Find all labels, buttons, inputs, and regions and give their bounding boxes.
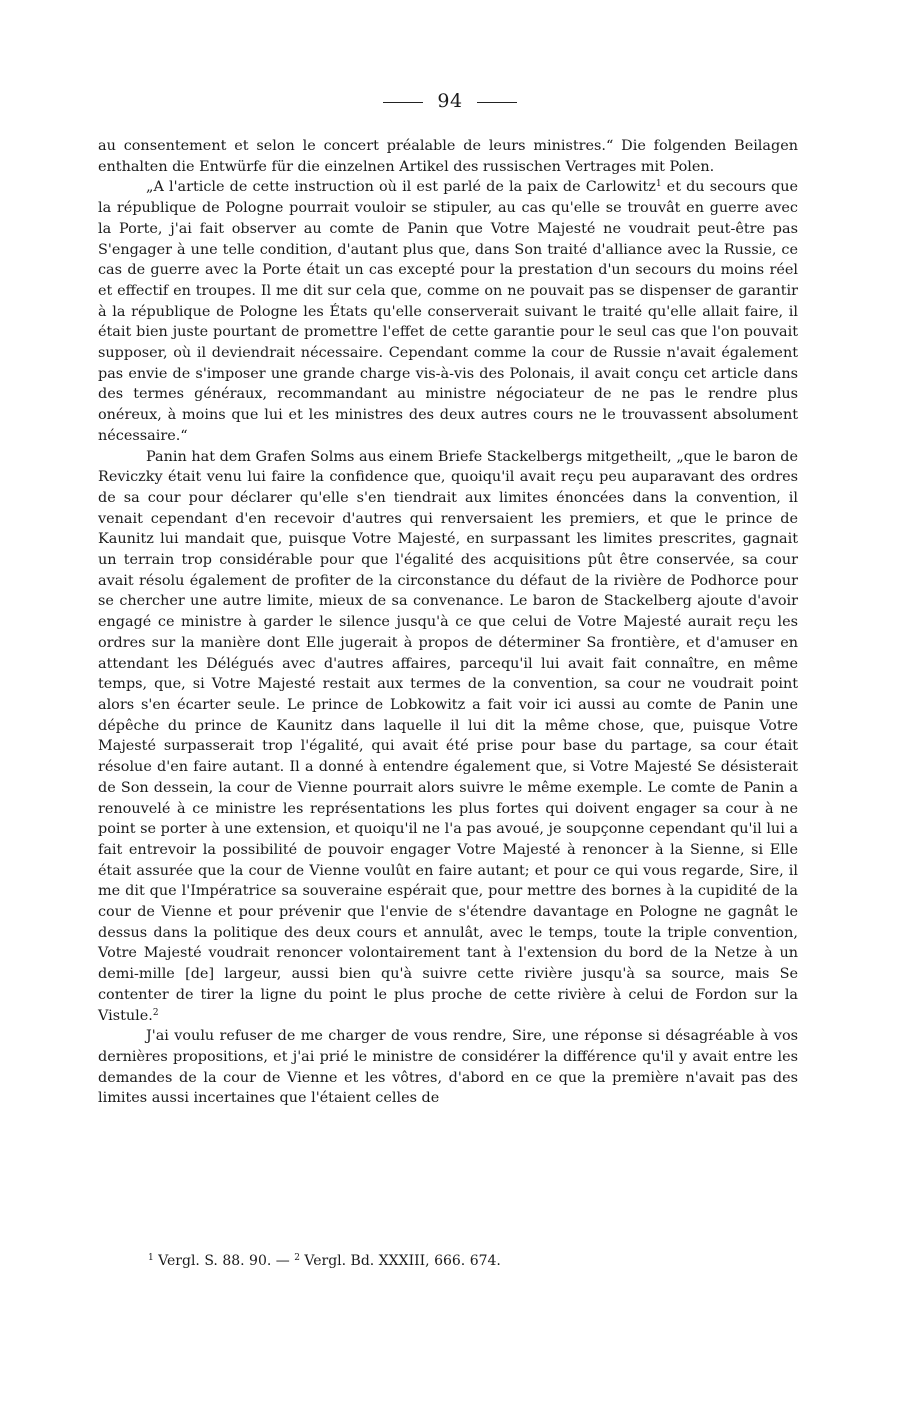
paragraph-2-part-1: „A l'article de cette instruction où il est parlé de la paix de Carlowitz: [146, 179, 656, 196]
paragraph-3: [98, 447, 798, 1027]
paragraph-4: J'ai voulu refuser de me charger de vous rendre, Sire, une réponse si désagréable à vos dernières propositions, et j'ai prié le ministre de considérer la différence qu'il y avait entre les demandes de la cour de Vienne et les vôtres, d'abord en ce que la première n'avait pas des limites aussi incertaines que l'étaient celles de: [98, 1028, 798, 1107]
footnote-text-2: Vergl. Bd. XXXIII, 666. 674.: [299, 1253, 501, 1269]
footnote-mark-1: 1: [148, 1253, 154, 1263]
footnote-mark-2: 2: [294, 1253, 300, 1263]
footnote-ref-2: 2: [152, 1007, 159, 1018]
paragraph-2: [98, 177, 798, 446]
body-text: [98, 136, 798, 1109]
page-number: 94: [437, 90, 463, 112]
paragraph-3-text: Panin hat dem Grafen Solms aus einem Briefe Stackelbergs mitgetheilt, „que le baron de Reviczky était venu lui faire la confidence que, quoiqu'il avait reçu peu auparavant des ordres de sa cour pour déclarer qu'elle s'en tiendrait aux limites énoncées dans la convention, il venait cependant d'en recevoir d'autres qui renversaient les premiers, et que le prince de Kaunitz lui mandait que, puisque Votre Majesté, en surpassant les limites prescrites, gagnait un terrain trop considérable pour que l'égalité des acquisitions pût être conservée, sa cour avait résolu également de profiter de la circonstance du défaut de la rivière de Podhorce pour se chercher une autre limite, mieux de sa convenance. Le baron de Stackelberg ajoute d'avoir engagé ce ministre à garder le silence jusqu'à ce que celui de Votre Majesté aurait reçu les ordres sur la manière dont Elle jugerait à propos de déterminer Sa frontière, et d'amuser en attendant les Délégués avec d'autres affaires, parcequ'il lui avait fait connaître, en même temps, que, si Votre Majesté restait aux termes de la convention, sa cour ne voudrait point alors s'en écarter seule. Le prince de Lobkowitz a fait voir ici aussi au comte de Panin une dépêche du prince de Kaunitz dans laquelle il lui dit la même chose, que, puisque Votre Majesté surpasserait trop l'égalité, qui avait été prise pour base du partage, sa cour était résolue d'en faire autant. Il a donné à entendre également que, si Votre Majesté Se désisterait de Son dessein, la cour de Vienne pourrait alors suivre le même exemple. Le comte de Panin a renouvelé à ce ministre les représentations les plus fortes qui doivent engager sa cour à ne point se porter à une extension, et quoiqu'il ne l'a pas avoué, je soupçonne cependant qu'il lui a fait entrevoir la possibilité de pouvoir engager Votre Majesté à renoncer à la Sienne, si Elle était assurée que la cour de Vienne voulût en faire autant; et pour ce qui vous regarde, Sire, il me dit que l'Impératrice sa souveraine espérait que, pour mettre des bornes à la cupidité de la cour de Vienne et pour prévenir que l'envie de s'étendre davantage en Pologne ne gagnât le dessus dans la politique des deux cours et annulât, avec le temps, toute la triple convention, Votre Majesté voudrait renoncer volontairement tant à l'extension du bord de la Netze à un demi-mille [de] largeur, aussi bien qu'à suivre cette rivière jusqu'à sa source, mais Se contenter de tirer la ligne du point le plus proche de cette rivière à celui de Fordon sur la Vistule.: [98, 448, 798, 1024]
header-rule-right: [477, 102, 517, 103]
footnote-text-1: Vergl. S. 88. 90. —: [153, 1253, 295, 1269]
footnote-ref-1: 1: [655, 179, 662, 190]
paragraph-2-part-2: et du secours que la république de Pologne pourrait vouloir se stipuler, au cas qu'elle se trouvât en guerre avec la Porte, j'ai fait observer au comte de Panin que Votre Majesté ne voudrait peut-être pas S'engager à une telle condition, d'autant plus que, dans Son traité d'alliance avec la Russie, ce cas de guerre avec la Porte était un cas excepté pour la prestation d'un secours du moins réel et effectif en troupes. Il me dit sur cela que, comme on ne pouvait pas se dispenser de garantir à la république de Pologne les États qu'elle conserverait suivant le traité qu'elle allait faire, il était bien juste pourtant de promettre l'effet de cette garantie pour le seul cas que l'on pouvait supposer, où il deviendrait nécessaire. Cependant comme la cour de Russie n'avait également pas envie de s'imposer une grande charge vis-à-vis des Polonais, il avait conçu cet article dans des termes généraux, recommandant au ministre négociateur de ne pas le rendre plus onéreux, à moins que lui et les ministres des deux autres cours ne le trouvassent absolument nécessaire.“: [98, 179, 798, 444]
header-rule-left: [383, 102, 423, 103]
paragraph-1: au consentement et selon le concert préalable de leurs ministres.“ Die folgenden Beilagen enthalten die Entwürfe für die einzelnen Artikel des russischen Vertrages mit Polen.: [98, 138, 798, 175]
page-header: [0, 90, 900, 112]
footnotes: [148, 1251, 768, 1271]
